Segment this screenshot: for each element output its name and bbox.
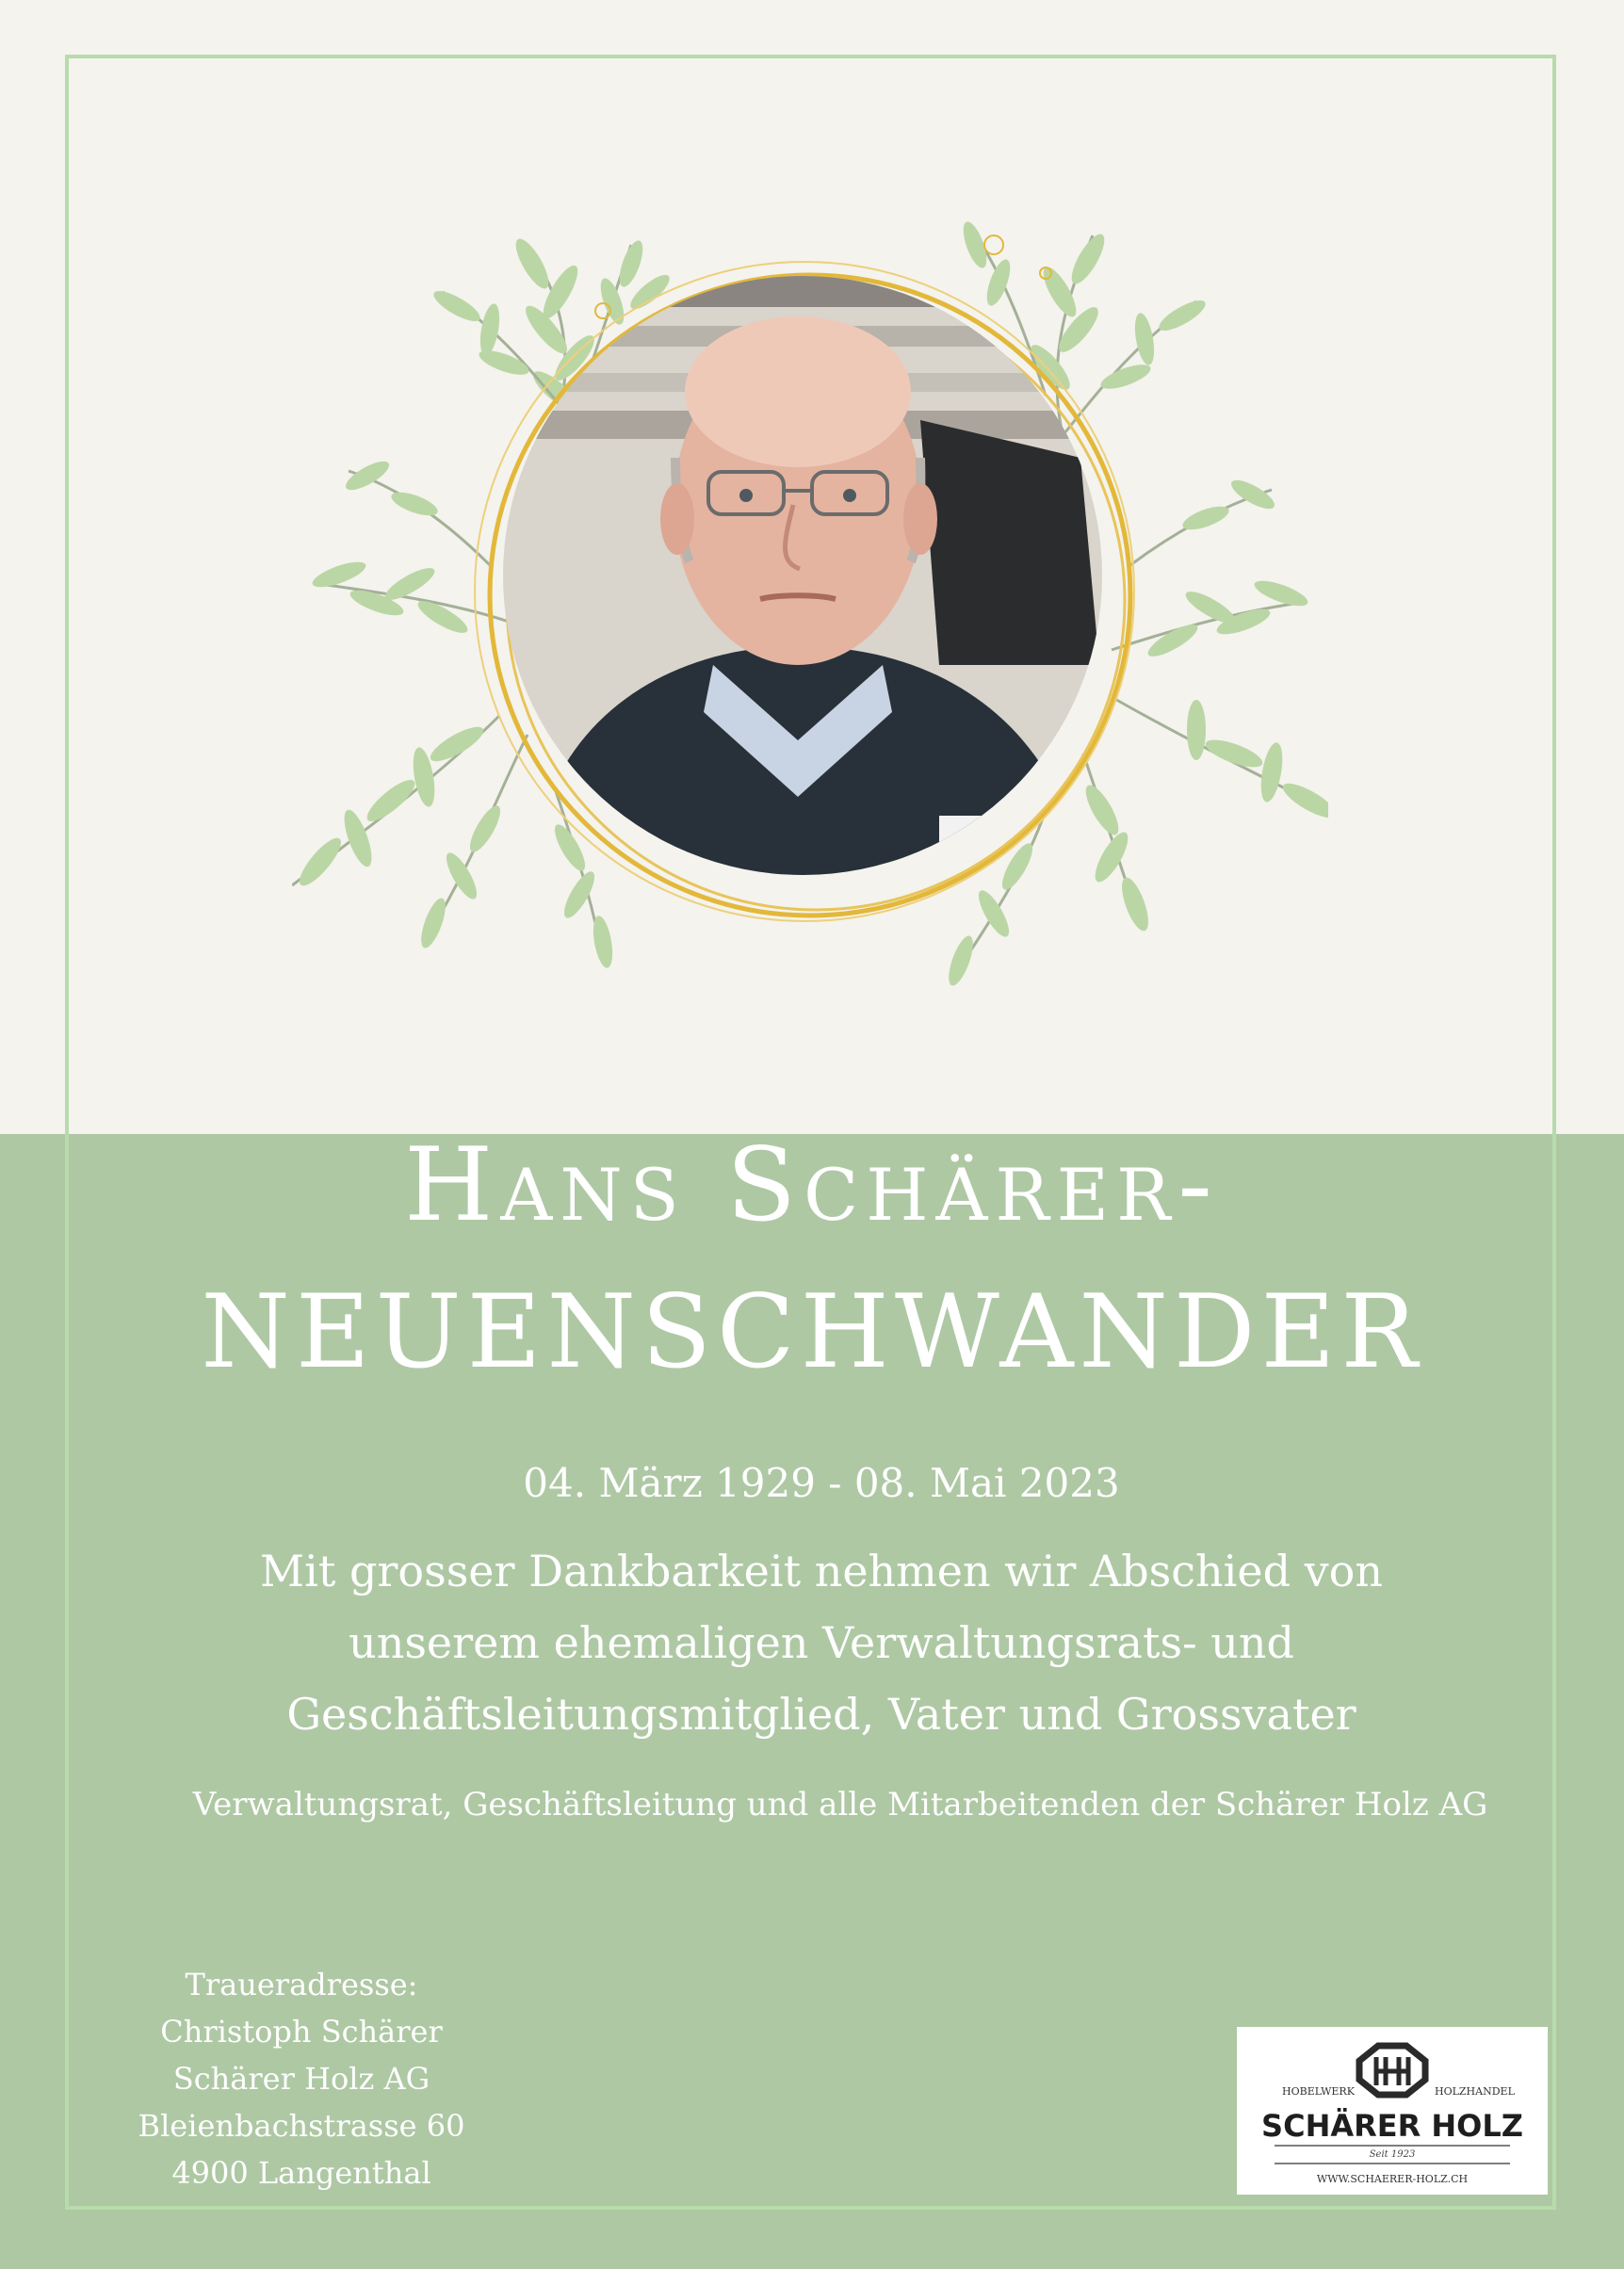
double-h-emblem-icon bbox=[1359, 2046, 1425, 2095]
life-dates: 04. März 1929 - 08. Mai 2023 bbox=[523, 1460, 1120, 1506]
mourning-address bbox=[122, 1961, 480, 2196]
message-line: unserem ehemaligen Verwaltungsrats- und bbox=[349, 1617, 1294, 1668]
signers-line: Verwaltungsrat, Geschäftsleitung und alle Mitarbeitenden der Schärer Holz AG bbox=[192, 1786, 1488, 1823]
logo-since: Seit 1923 bbox=[1369, 2149, 1416, 2160]
message-line: Geschäftsleitungsmitglied, Vater und Grossvater bbox=[286, 1689, 1356, 1740]
logo-url: WWW.SCHAERER-HOLZ.CH bbox=[1316, 2173, 1469, 2185]
name-line-2: NEUENSCHWANDER bbox=[201, 1273, 1423, 1391]
logo-right-tag: HOLZHANDEL bbox=[1435, 2085, 1515, 2098]
company-logo bbox=[1237, 2027, 1548, 2195]
logo-brand: SCHÄRER HOLZ bbox=[1261, 2108, 1523, 2144]
portrait-photo bbox=[496, 269, 1109, 882]
address-line: Schärer Holz AG bbox=[172, 2061, 430, 2097]
address-heading: Traueradresse: bbox=[185, 1967, 418, 2002]
message-line: Mit grosser Dankbarkeit nehmen wir Abschied von bbox=[260, 1546, 1383, 1596]
logo-left-tag: HOBELWERK bbox=[1282, 2085, 1355, 2098]
name-line-1: Hans Schärer- bbox=[404, 1126, 1220, 1244]
address-line: Christoph Schärer bbox=[160, 2014, 443, 2050]
farewell-message bbox=[141, 1535, 1502, 1750]
address-line: 4900 Langenthal bbox=[171, 2155, 431, 2191]
address-line: Bleienbachstrasse 60 bbox=[138, 2108, 465, 2144]
